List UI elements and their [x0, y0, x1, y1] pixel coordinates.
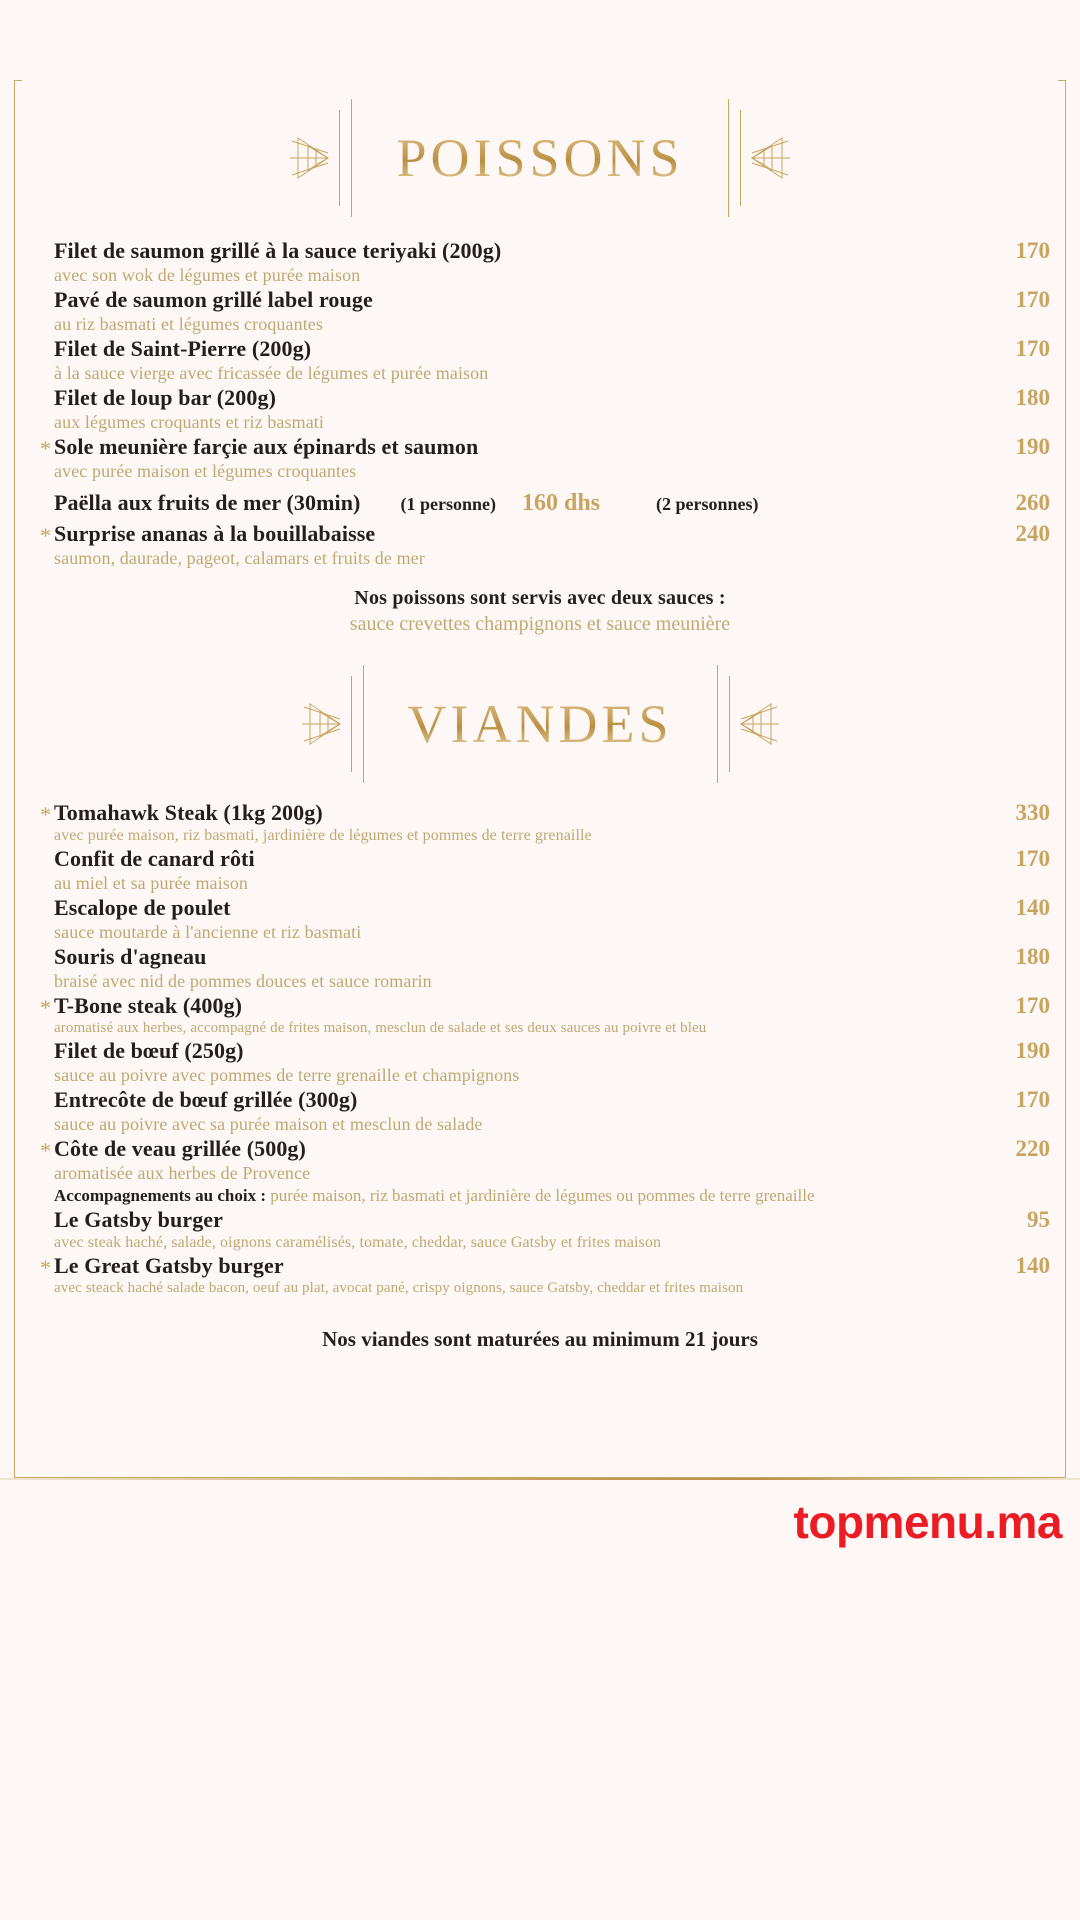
signature-star-icon: [40, 850, 54, 872]
dish-price: 140: [1015, 1253, 1050, 1278]
dish-price: 190: [1015, 1038, 1050, 1063]
dish-name: Confit de canard rôti: [54, 846, 255, 871]
dish-price: 140: [1015, 895, 1050, 920]
viandes-maturation-note: Nos viandes sont maturées au minimum 21 jours: [322, 1327, 758, 1351]
menu-item-row[interactable]: [40, 434, 1050, 482]
dish-description: avec steack haché salade bacon, oeuf au plat, avocat pané, crispy oignons, sauce Gatsby, cheddar et frites maison: [54, 1280, 744, 1296]
dish-price: 170: [1015, 238, 1050, 263]
dish-price: 95: [1027, 1207, 1050, 1232]
section-title-viandes: VIANDES: [372, 697, 709, 751]
menu-item-row[interactable]: [40, 238, 1050, 286]
menu-item-row[interactable]: [40, 1207, 1050, 1252]
signature-star-icon: [40, 242, 54, 264]
dish-description: avec son wok de légumes et purée maison: [54, 265, 361, 285]
portion-two-label: (2 personnes): [656, 494, 759, 514]
signature-star-icon: *: [40, 436, 51, 461]
topmenu-logo[interactable]: topmenu.ma: [793, 1496, 1062, 1548]
section-header-poissons: [0, 98, 1080, 218]
signature-star-icon: *: [40, 1255, 51, 1280]
signature-star-icon: [40, 340, 54, 362]
dish-name: Filet de loup bar (200g): [54, 385, 276, 410]
paella-portion-pricing: [400, 490, 758, 517]
footer-divider: [0, 1478, 1080, 1480]
dish-price: 260: [1015, 490, 1050, 515]
menu-item-row[interactable]: [40, 895, 1050, 943]
section-title-poissons: POISSONS: [360, 131, 719, 185]
art-deco-ornament-right-icon: [709, 665, 785, 783]
menu-item-row[interactable]: [40, 1087, 1050, 1135]
signature-star-icon: [40, 899, 54, 921]
dish-name: Surprise ananas à la bouillabaisse: [54, 521, 376, 546]
dish-name: Le Gatsby burger: [54, 1207, 224, 1232]
dish-name: Le Great Gatsby burger: [54, 1253, 284, 1278]
menu-item-row[interactable]: [40, 1136, 1050, 1206]
dish-price: 170: [1015, 1087, 1050, 1112]
menu-item-row[interactable]: [40, 1038, 1050, 1086]
dish-price: 240: [1015, 521, 1050, 546]
accompagnements-line: [54, 1186, 1050, 1206]
signature-star-icon: [40, 1042, 54, 1064]
dish-name: Tomahawk Steak (1kg 200g): [54, 800, 323, 825]
menu-item-row[interactable]: [40, 521, 1050, 569]
signature-star-icon: [40, 1091, 54, 1113]
signature-star-icon: *: [40, 995, 51, 1020]
dish-name: Côte de veau grillée (500g): [54, 1136, 306, 1161]
dish-description: avec purée maison et légumes croquantes: [54, 461, 357, 481]
dish-description: aromatisée aux herbes de Provence: [54, 1163, 311, 1183]
menu-item-row[interactable]: [40, 846, 1050, 894]
signature-star-icon: [40, 948, 54, 970]
art-deco-ornament-left-icon: [296, 665, 372, 783]
dish-description: saumon, daurade, pageot, calamars et fruits de mer: [54, 548, 425, 568]
dish-description: à la sauce vierge avec fricassée de légumes et purée maison: [54, 363, 489, 383]
art-deco-ornament-left-icon: [284, 99, 360, 217]
dish-name: Paëlla aux fruits de mer (30min): [54, 490, 361, 515]
dish-description: avec steak haché, salade, oignons caramélisés, tomate, cheddar, sauce Gatsby et frites maison: [54, 1234, 662, 1251]
dish-description: aromatisé aux herbes, accompagné de frites maison, mesclun de salade et ses deux sauces au poivre et bleu: [54, 1020, 707, 1036]
section-header-viandes: [0, 664, 1080, 784]
signature-star-icon: [40, 494, 54, 516]
dish-price: 170: [1015, 846, 1050, 871]
dish-description: au miel et sa purée maison: [54, 873, 249, 893]
dish-name: Filet de bœuf (250g): [54, 1038, 244, 1063]
dish-name: Filet de Saint-Pierre (200g): [54, 336, 312, 361]
dish-price: 170: [1015, 287, 1050, 312]
signature-star-icon: *: [40, 1138, 51, 1163]
menu-item-row[interactable]: [40, 287, 1050, 335]
dish-name: Sole meunière farçie aux épinards et saumon: [54, 434, 479, 459]
dish-price: 190: [1015, 434, 1050, 459]
dish-name: Filet de saumon grillé à la sauce teriyaki (200g): [54, 238, 502, 263]
dish-name: Pavé de saumon grillé label rouge: [54, 287, 373, 312]
dish-description: sauce moutarde à l'ancienne et riz basmati: [54, 922, 362, 942]
poissons-sauce-note: [0, 587, 1080, 636]
accompagnements-label: Accompagnements au choix :: [54, 1186, 267, 1205]
dish-price: 170: [1015, 336, 1050, 361]
signature-star-icon: [40, 1211, 54, 1233]
dish-name: T-Bone steak (400g): [54, 993, 243, 1018]
dish-price: 180: [1015, 385, 1050, 410]
poissons-item-list: [0, 238, 1080, 569]
dish-price: 220: [1015, 1136, 1050, 1161]
dish-price: 180: [1015, 944, 1050, 969]
menu-item-row-paella[interactable]: [40, 490, 1050, 517]
dish-description: aux légumes croquants et riz basmati: [54, 412, 325, 432]
poissons-note-sauces: sauce crevettes champignons et sauce meunière: [349, 613, 731, 635]
dish-description: au riz basmati et légumes croquantes: [54, 314, 324, 334]
signature-star-icon: *: [40, 802, 51, 827]
portion-one-label: (1 personne): [400, 494, 496, 514]
dish-name: Souris d'agneau: [54, 944, 207, 969]
dish-price: 330: [1015, 800, 1050, 825]
poissons-note-title: Nos poissons sont servis avec deux sauces :: [354, 587, 726, 609]
signature-star-icon: [40, 291, 54, 313]
dish-description: sauce au poivre avec pommes de terre grenaille et champignons: [54, 1065, 520, 1085]
menu-item-row[interactable]: [40, 385, 1050, 433]
menu-item-row[interactable]: [40, 1253, 1050, 1297]
dish-price: 170: [1015, 993, 1050, 1018]
viandes-item-list: [0, 800, 1080, 1297]
dish-name: Entrecôte de bœuf grillée (300g): [54, 1087, 358, 1112]
dish-description: braisé avec nid de pommes douces et sauce romarin: [54, 971, 432, 991]
dish-description: avec purée maison, riz basmati, jardinière de légumes et pommes de terre grenaille: [54, 827, 592, 844]
portion-one-price: 160 dhs: [521, 490, 601, 516]
menu-item-row[interactable]: [40, 993, 1050, 1037]
dish-description: sauce au poivre avec sa purée maison et mesclun de salade: [54, 1114, 483, 1134]
accompagnements-options: purée maison, riz basmati et jardinière de légumes ou pommes de terre grenaille: [266, 1186, 815, 1205]
art-deco-ornament-right-icon: [720, 99, 796, 217]
menu-item-row[interactable]: [40, 800, 1050, 845]
signature-star-icon: [40, 389, 54, 411]
signature-star-icon: *: [40, 523, 51, 548]
menu-item-row[interactable]: [40, 944, 1050, 992]
dish-name: Escalope de poulet: [54, 895, 231, 920]
menu-item-row[interactable]: [40, 336, 1050, 384]
